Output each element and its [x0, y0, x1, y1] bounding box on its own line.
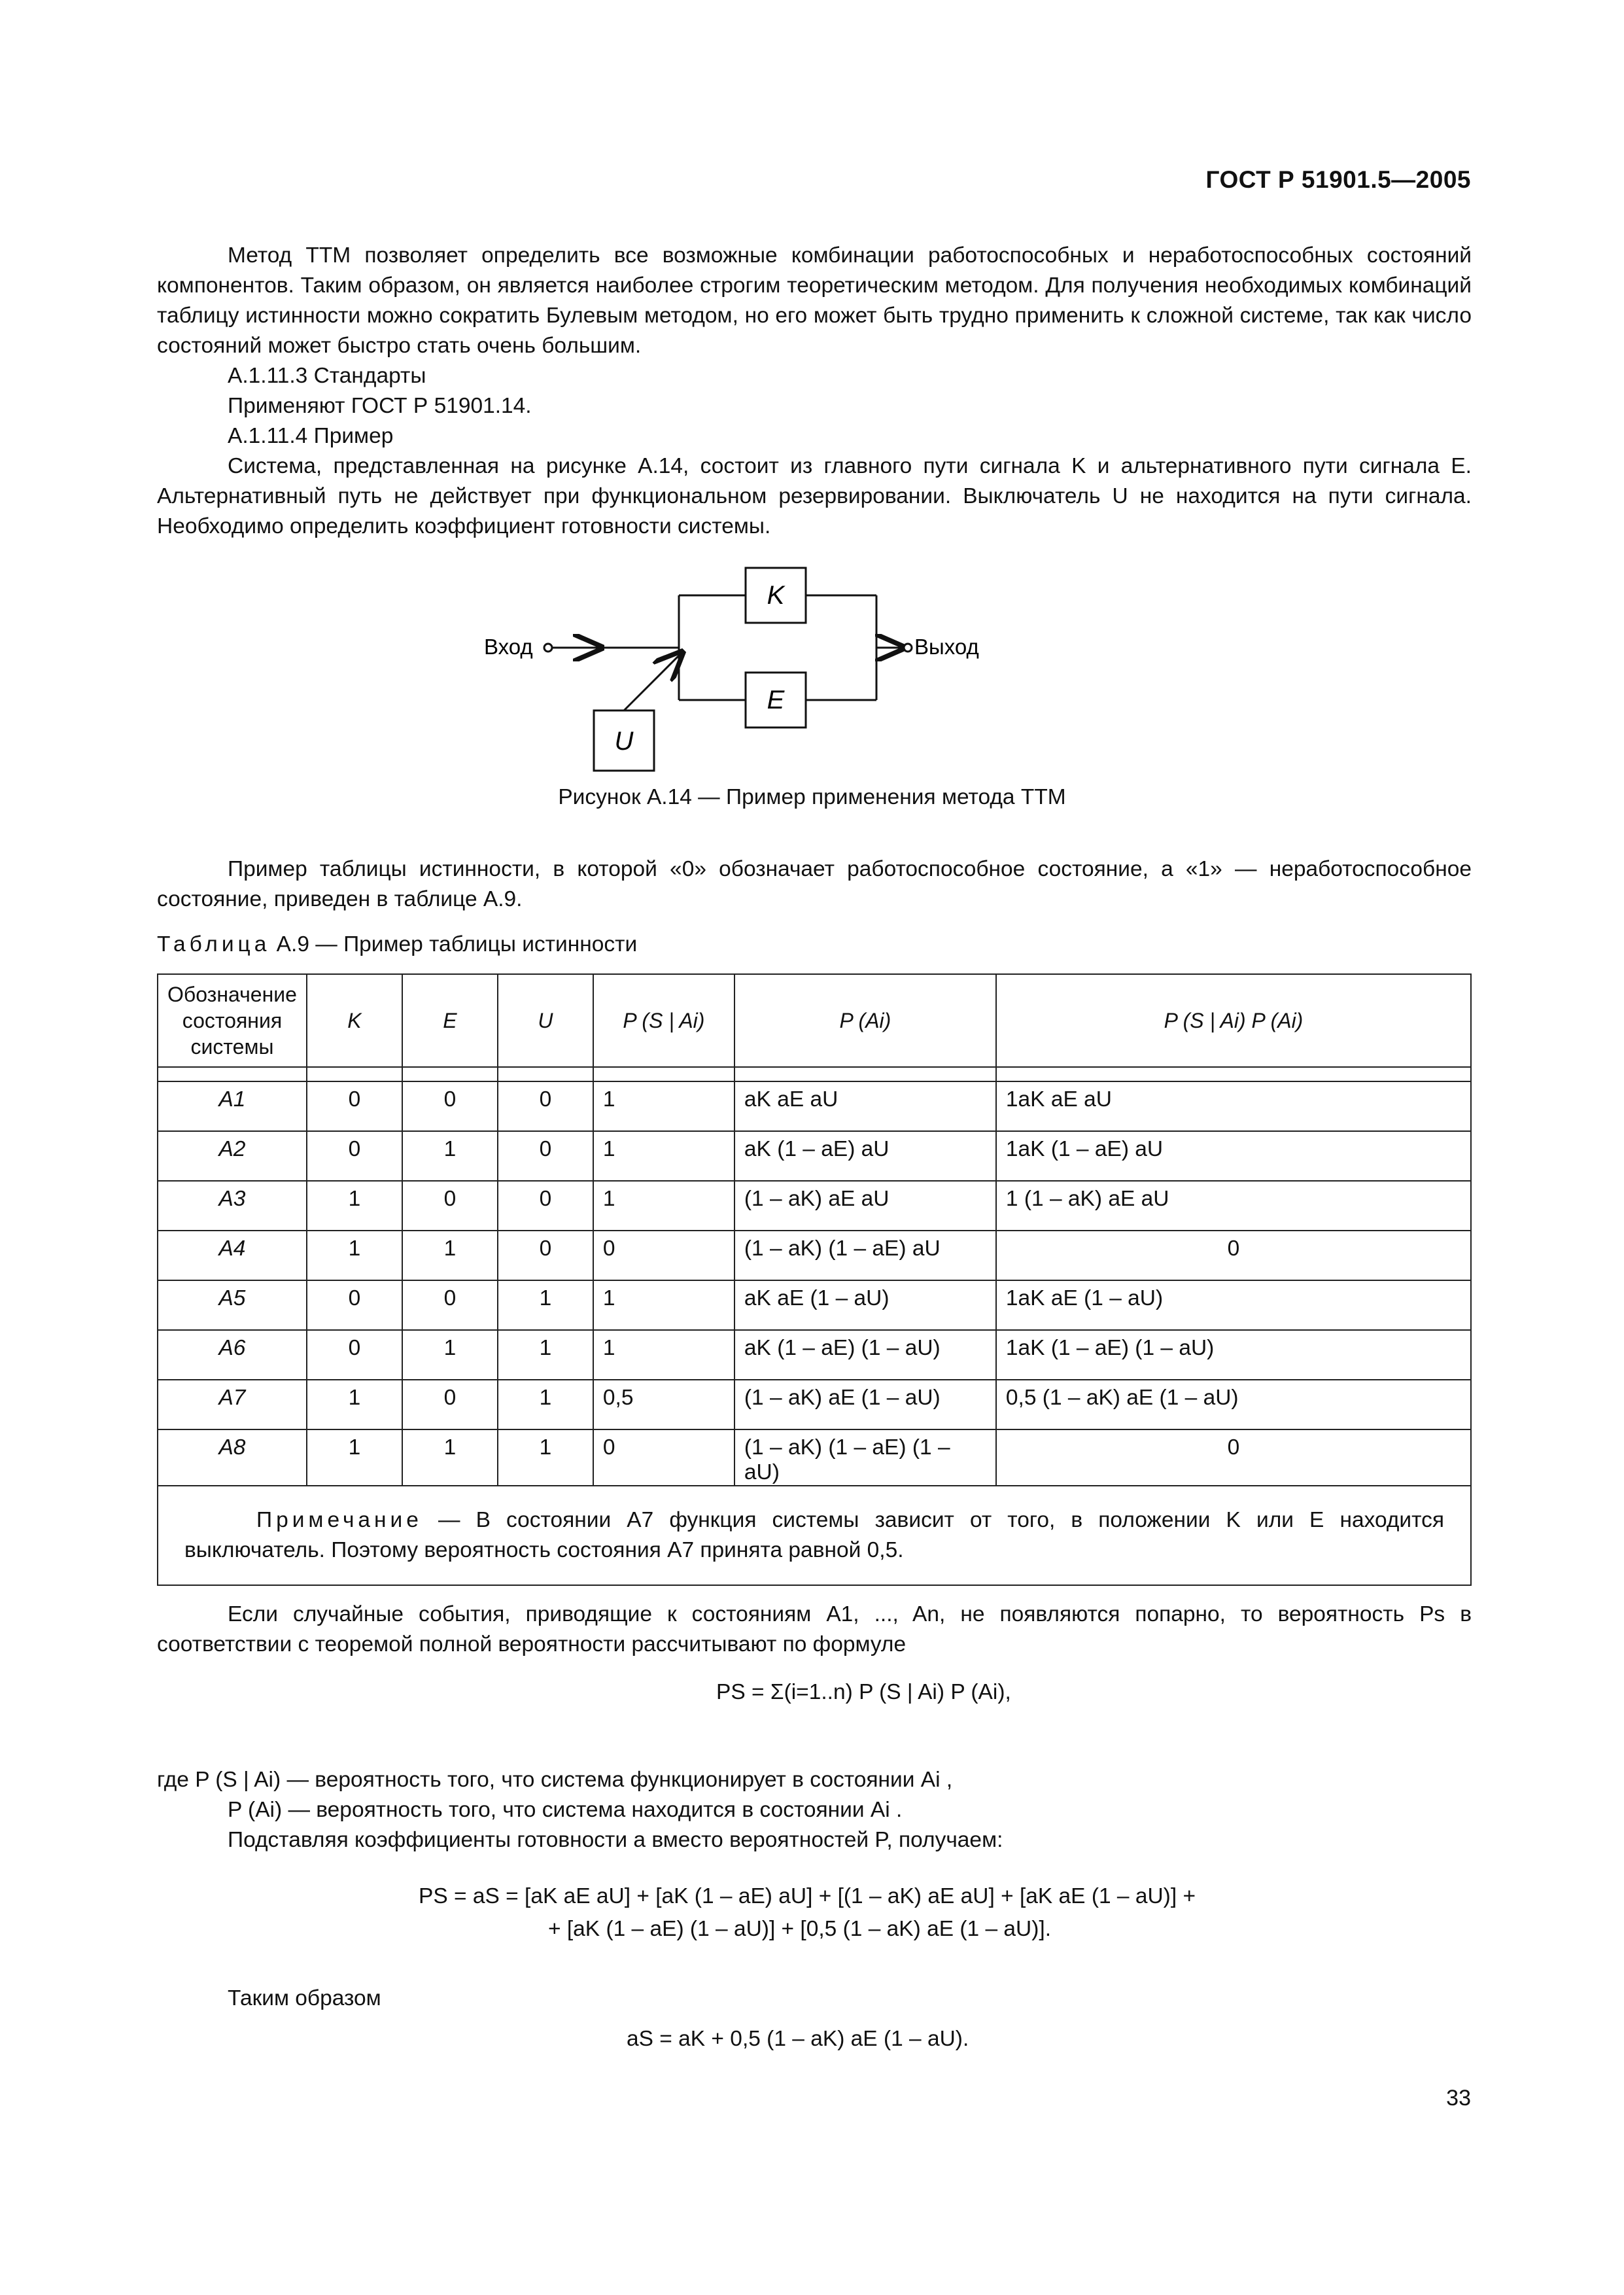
- where-line-2: P (Ai) — вероятность того, что система находится в состоянии Ai .: [228, 1798, 903, 1822]
- cell-p-a: aK (1 – aE) aU: [734, 1131, 996, 1181]
- cell-u: 1: [498, 1380, 593, 1429]
- cell-e: 1: [402, 1429, 498, 1486]
- table-row: [158, 1429, 1471, 1486]
- cell-p-a: aK aE (1 – aU): [734, 1280, 996, 1330]
- cell-state: A5: [158, 1280, 307, 1330]
- cell-p-s-given-a: 1: [593, 1131, 734, 1181]
- cell-p-s-given-a: 0: [593, 1429, 734, 1486]
- table-row: [158, 1181, 1471, 1231]
- table-row: [158, 1081, 1471, 1131]
- system-diagram: [484, 563, 1073, 782]
- cell-p-a: (1 – aK) (1 – aE) (1 – aU): [734, 1429, 996, 1486]
- formula-result: aS = aK + 0,5 (1 – aK) aE (1 – aU).: [627, 2027, 969, 2051]
- page-number: 33: [1446, 2086, 1471, 2111]
- cell-u: 0: [498, 1081, 593, 1131]
- figure-caption: Рисунок А.14 — Пример применения метода ТТМ: [558, 785, 1066, 809]
- cell-product: 1aK (1 – aE) (1 – aU): [996, 1330, 1471, 1380]
- cell-product: 1aK (1 – aE) aU: [996, 1131, 1471, 1181]
- svg-text:K: K: [767, 581, 785, 610]
- section-heading-standards: А.1.11.3 Стандарты: [228, 364, 426, 388]
- cell-u: 1: [498, 1330, 593, 1380]
- output-label: Выход: [914, 635, 979, 659]
- formula-availability-line-2: + [aK (1 – aE) (1 – aU)] + [0,5 (1 – aK) aE (1 – aU)].: [548, 1917, 1051, 1941]
- header-k: K: [307, 974, 402, 1067]
- cell-p-a: aK aE aU: [734, 1081, 996, 1131]
- cell-product: 0,5 (1 – aK) aE (1 – aU): [996, 1380, 1471, 1429]
- formula-total-probability: PS = Σ(i=1..n) P (S | Ai) P (Ai),: [716, 1680, 1011, 1704]
- cell-e: 1: [402, 1231, 498, 1280]
- paragraph-intro: Метод ТТМ позволяет определить все возможные комбинации работоспособных и неработоспособных состояний компонентов. Таким образом, он является наиболее строгим теоретическим методом. Для получения необходимых комбинаций таблицу истинности можно сократить Булевым методом, но его может быть трудно применить к сложной системе, так как число состояний может быстро стать очень большим.: [157, 243, 1472, 358]
- cell-state: A2: [158, 1131, 307, 1181]
- paragraph-table-intro: Пример таблицы истинности, в которой «0» обозначает работоспособное состояние, а «1» — неработоспособное состояние, приведен в таблице А.9.: [157, 857, 1472, 911]
- cell-p-s-given-a: 0: [593, 1231, 734, 1280]
- cell-k: 1: [307, 1380, 402, 1429]
- header-state: Обозначение состояния системы: [158, 974, 307, 1067]
- cell-state: A1: [158, 1081, 307, 1131]
- cell-k: 0: [307, 1330, 402, 1380]
- cell-e: 1: [402, 1131, 498, 1181]
- header-e: E: [402, 974, 498, 1067]
- cell-state: A7: [158, 1380, 307, 1429]
- cell-p-s-given-a: 1: [593, 1181, 734, 1231]
- paragraph-total-probability: Если случайные события, приводящие к состояниям A1, ..., An, не появляются попарно, то вероятность Ps в соответствии с теоремой полной вероятности рассчитывают по формуле: [157, 1602, 1472, 1656]
- table-caption: [157, 932, 637, 957]
- cell-p-a: aK (1 – aE) (1 – aU): [734, 1330, 996, 1380]
- note-label: Примечание: [256, 1508, 423, 1532]
- cell-p-a: (1 – aK) (1 – aE) aU: [734, 1231, 996, 1280]
- cell-k: 1: [307, 1231, 402, 1280]
- svg-text:E: E: [767, 686, 785, 714]
- table-caption-title: А.9 — Пример таблицы истинности: [276, 932, 638, 956]
- header-product: P (S | Ai) P (Ai): [996, 974, 1471, 1067]
- paragraph-substitution: Подставляя коэффициенты готовности a вместо вероятностей P, получаем:: [228, 1828, 1003, 1852]
- note-text: — В состоянии A7 функция системы зависит от того, в положении K или E находится выключатель. Поэтому вероятность состояния A7 принята равной 0,5.: [184, 1508, 1444, 1562]
- cell-product: 0: [996, 1429, 1471, 1486]
- cell-p-a: (1 – aK) aE (1 – aU): [734, 1380, 996, 1429]
- cell-u: 1: [498, 1429, 593, 1486]
- cell-u: 0: [498, 1231, 593, 1280]
- cell-e: 0: [402, 1280, 498, 1330]
- table-note: [158, 1486, 1471, 1585]
- where-line-1: где P (S | Ai) — вероятность того, что система функционирует в состоянии Ai ,: [157, 1768, 953, 1792]
- cell-p-s-given-a: 1: [593, 1081, 734, 1131]
- cell-e: 0: [402, 1380, 498, 1429]
- header-u: U: [498, 974, 593, 1067]
- cell-state: A4: [158, 1231, 307, 1280]
- cell-product: 1aK aE aU: [996, 1081, 1471, 1131]
- document-header: ГОСТ Р 51901.5—2005: [1205, 166, 1471, 193]
- paragraph-thus: Таким образом: [228, 1986, 381, 2010]
- cell-k: 0: [307, 1081, 402, 1131]
- header-p-a: P (Ai): [734, 974, 996, 1067]
- standards-text: Применяют ГОСТ Р 51901.14.: [228, 394, 532, 418]
- cell-e: 0: [402, 1181, 498, 1231]
- cell-u: 0: [498, 1181, 593, 1231]
- cell-e: 1: [402, 1330, 498, 1380]
- cell-k: 1: [307, 1429, 402, 1486]
- input-label: Вход: [484, 635, 533, 659]
- table-row: [158, 1131, 1471, 1181]
- cell-p-s-given-a: 1: [593, 1330, 734, 1380]
- truth-table: [157, 973, 1472, 1586]
- table-row: [158, 1231, 1471, 1280]
- section-heading-example: А.1.11.4 Пример: [228, 424, 394, 448]
- cell-p-s-given-a: 1: [593, 1280, 734, 1330]
- formula-availability-line-1: PS = aS = [aK aE aU] + [aK (1 – aE) aU] + [(1 – aK) aE aU] + [aK aE (1 – aU)] +: [419, 1884, 1196, 1908]
- cell-product: 1 (1 – aK) aE aU: [996, 1181, 1471, 1231]
- cell-p-s-given-a: 0,5: [593, 1380, 734, 1429]
- table-row: [158, 1330, 1471, 1380]
- table-caption-word: Таблица: [157, 932, 271, 956]
- cell-product: 1aK aE (1 – aU): [996, 1280, 1471, 1330]
- cell-e: 0: [402, 1081, 498, 1131]
- cell-k: 0: [307, 1131, 402, 1181]
- cell-k: 0: [307, 1280, 402, 1330]
- cell-k: 1: [307, 1181, 402, 1231]
- header-p-s-given-a: P (S | Ai): [593, 974, 734, 1067]
- cell-state: A6: [158, 1330, 307, 1380]
- table-row: [158, 1280, 1471, 1330]
- svg-text:U: U: [614, 727, 634, 756]
- paragraph-example: Система, представленная на рисунке А.14, состоит из главного пути сигнала K и альтернативного пути сигнала E. Альтернативный путь не действует при функциональном резервировании. Выключатель U не находится на пути сигнала. Необходимо определить коэффициент готовности системы.: [157, 454, 1472, 538]
- cell-p-a: (1 – aK) aE aU: [734, 1181, 996, 1231]
- cell-u: 0: [498, 1131, 593, 1181]
- table-row: [158, 1380, 1471, 1429]
- cell-u: 1: [498, 1280, 593, 1330]
- cell-state: A3: [158, 1181, 307, 1231]
- cell-state: A8: [158, 1429, 307, 1486]
- cell-product: 0: [996, 1231, 1471, 1280]
- table-header-row: [158, 974, 1471, 1067]
